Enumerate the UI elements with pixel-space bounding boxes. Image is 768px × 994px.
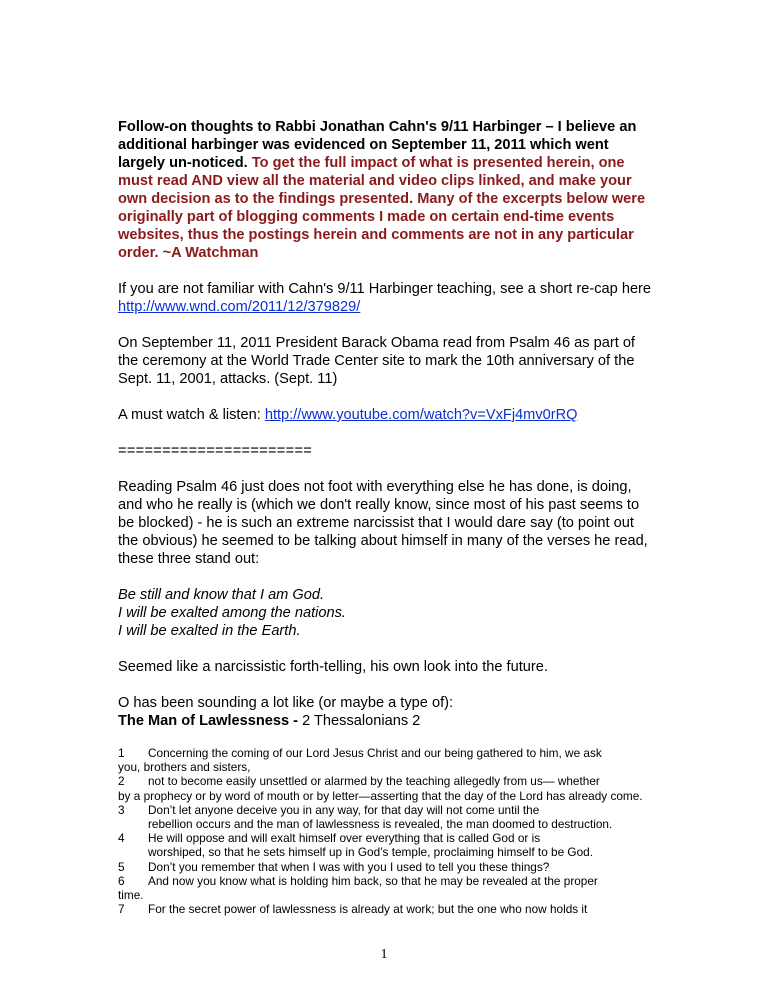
- verse-number: 1: [118, 746, 125, 760]
- verse-number: 2: [118, 774, 125, 789]
- intro-paragraph: [118, 118, 654, 262]
- quote-line: Be still and know that I am God.: [118, 587, 325, 603]
- verse-item: [118, 774, 654, 802]
- verse-item: [118, 831, 654, 859]
- quote-line: I will be exalted in the Earth.: [118, 623, 301, 639]
- section-heading-title: The Man of Lawlessness -: [118, 713, 299, 729]
- must-watch-paragraph: [118, 406, 654, 424]
- intro-highlight-text: To get the full impact of what is presented herein, one must read AND view all the material and video clips linked, and make your own decision as to the findings presented. Many of the excerpts below were originally part of blogging comments I made on certain end-time events websites, thus the postings herein and comments are not in any particular order. ~A Watchman: [118, 155, 646, 261]
- verse-number: 3: [118, 802, 125, 817]
- verse-text: Don’t let anyone deceive you in any way, for that day will not come until the: [148, 802, 540, 817]
- verse-continuation: by a prophecy or by word of mouth or by letter—asserting that the day of the Lord has already come.: [118, 788, 643, 803]
- verse-number: 5: [118, 859, 125, 874]
- verse-continuation: time.: [118, 888, 144, 903]
- ceremony-paragraph: On September 11, 2011 President Barack Obama read from Psalm 46 as part of the ceremony at the World Trade Center site to mark the 10th anniversary of the Sept. 11, 2001, attacks. (Sept. 11): [118, 335, 635, 387]
- verse-text: He will oppose and will exalt himself over everything that is called God or is: [148, 831, 541, 846]
- recap-paragraph: [118, 280, 654, 316]
- verse-number: 7: [118, 902, 125, 917]
- must-watch-text: A must watch & listen:: [118, 407, 261, 423]
- verse-item: [118, 746, 654, 774]
- page-number: 1: [380, 947, 388, 962]
- verse-text: Don’t you remember that when I was with you I used to tell you these things?: [148, 859, 550, 874]
- intro-bold-text: Follow-on thoughts to Rabbi Jonathan Cahn's 9/11 Harbinger – I believe an additional harbinger was evidenced on September 11, 2011 which went largely un-noticed.: [118, 119, 637, 171]
- verse-number: 6: [118, 873, 125, 888]
- quote-line: I will be exalted among the nations.: [118, 605, 346, 621]
- must-watch-link[interactable]: http://www.youtube.com/watch?v=VxFj4mv0rRQ: [264, 407, 578, 423]
- reading-paragraph: Reading Psalm 46 just does not foot with everything else he has done, is doing, and who he really is (which we don't really know, since most of his past seems to be blocked) - he is such an extreme narcissist that I would dare say (to point out the obvious) he seemed to be talking about himself in many of the verses he read, these three stand out:: [118, 479, 648, 567]
- recap-link[interactable]: http://www.wnd.com/2011/12/379829/: [118, 299, 361, 315]
- verse-text: And now you know what is holding him back, so that he may be revealed at the proper: [148, 873, 598, 888]
- verse-item: [118, 803, 654, 831]
- document-body: [118, 118, 654, 916]
- verse-item: [118, 874, 654, 902]
- verse-text: Concerning the coming of our Lord Jesus Christ and our being gathered to him, we ask: [148, 746, 602, 760]
- sounding-line: O has been sounding a lot like (or maybe a type of):: [118, 695, 454, 711]
- section-heading: [118, 712, 654, 730]
- verse-continuation: worshiped, so that he sets himself up in God’s temple, proclaiming himself to be God.: [148, 845, 594, 860]
- verse-item: [118, 860, 654, 874]
- verse-item: [118, 902, 654, 916]
- separator-line: ======================: [118, 443, 313, 459]
- verse-text: not to become easily unsettled or alarmed by the teaching allegedly from us— whether: [148, 774, 600, 789]
- verse-number: 4: [118, 831, 125, 846]
- verse-continuation: you, brothers and sisters,: [118, 760, 251, 775]
- section-heading-reference: 2 Thessalonians 2: [302, 713, 421, 729]
- quoted-verses: [118, 586, 654, 640]
- recap-text: If you are not familiar with Cahn's 9/11 Harbinger teaching, see a short re-cap here: [118, 281, 652, 297]
- verse-text: For the secret power of lawlessness is already at work; but the one who now holds it: [148, 902, 588, 917]
- scripture-verses: [118, 746, 654, 916]
- verse-continuation: rebellion occurs and the man of lawlessness is revealed, the man doomed to destruction.: [148, 817, 613, 832]
- narcissistic-paragraph: Seemed like a narcissistic forth-telling, his own look into the future.: [118, 659, 548, 675]
